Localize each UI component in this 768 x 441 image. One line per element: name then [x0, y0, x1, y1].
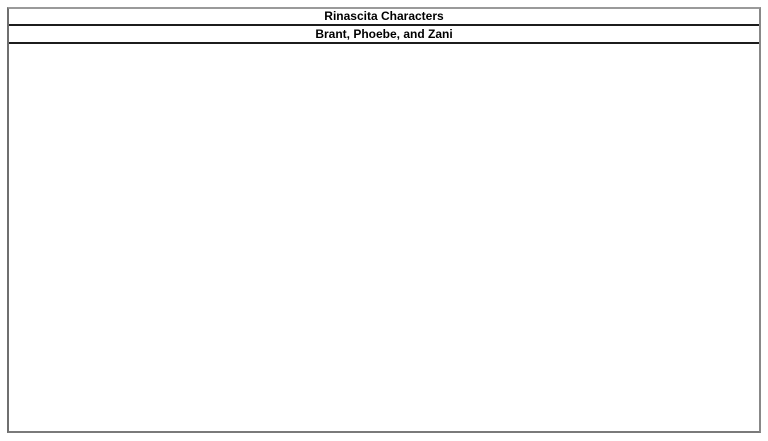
panel-subtitle: Brant, Phoebe, and Zani: [9, 26, 759, 44]
panel-title: Rinascita Characters: [9, 9, 759, 26]
characters-panel: [7, 7, 761, 433]
empty-content-area: [9, 44, 759, 431]
